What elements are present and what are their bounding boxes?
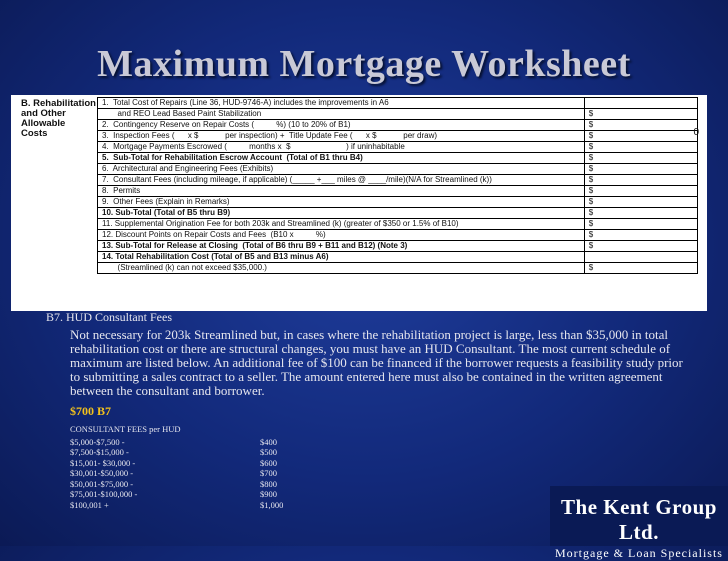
worksheet-row	[98, 197, 698, 208]
fee-range: $50,001-$75,000 -	[70, 478, 134, 489]
worksheet-row	[98, 131, 698, 142]
row-amount-field[interactable]: $	[585, 241, 698, 251]
row-amount-field[interactable]: $	[585, 153, 698, 163]
logo-line-1: The Kent Group Ltd.	[561, 495, 717, 544]
row-description: 2. Contingency Reserve on Repair Costs ( %) (10 to 20% of B1)	[98, 120, 585, 130]
row-amount-field[interactable]: $	[585, 230, 698, 240]
fee-amount: $600	[260, 457, 277, 468]
row-amount-field[interactable]: $	[585, 197, 698, 207]
fee-amount: $500	[260, 447, 277, 457]
row-description: 8. Permits	[98, 186, 585, 196]
row-description: 5. Sub-Total for Rehabilitation Escrow Account (Total of B1 thru B4)	[98, 153, 585, 163]
worksheet-row	[98, 208, 698, 219]
fee-amount: $800	[260, 478, 277, 489]
fee-range: $75,001-$100,000 -	[70, 489, 138, 499]
consultant-fee-table	[70, 424, 283, 510]
note-amount: $700 B7	[70, 404, 112, 418]
worksheet-row	[98, 120, 698, 131]
worksheet-row	[98, 186, 698, 197]
worksheet-row	[98, 164, 698, 175]
fee-row	[70, 468, 283, 479]
fee-row	[70, 479, 283, 490]
worksheet-rows	[97, 97, 698, 274]
fee-table-heading: CONSULTANT FEES per HUD	[70, 424, 181, 434]
row-amount-field[interactable]: $	[585, 131, 698, 141]
row-description: 6. Architectural and Engineering Fees (Exhibits)	[98, 164, 585, 174]
row-description: 12. Discount Points on Repair Costs and Fees (B10 x %)	[98, 230, 585, 240]
row-amount-field[interactable]: $	[585, 208, 698, 218]
row-description: and REO Lead Based Paint Stabilization	[98, 109, 585, 119]
note-paragraph: Not necessary for 203k Streamlined but, in cases where the rehabilitation project is large, less than $35,000 in total rehabilitation cost or there are structural changes, you must have an HUD Consultant. The most current schedule of maximum are listed below. An additional fee of $100 can be financed if the borrower requests a feasibility study prior to submitting a sales contract to a seller. The amount entered here must also be contained in the written agreement between the consultant and borrower.	[70, 327, 683, 398]
fee-amount: $700	[260, 468, 277, 478]
fee-range: $5,000-$7,500 -	[70, 436, 125, 447]
fee-amount: $900	[260, 489, 277, 499]
row-description: 13. Sub-Total for Release at Closing (Total of B6 thru B9 + B11 and B12) (Note 3)	[98, 241, 585, 251]
worksheet-row	[98, 252, 698, 263]
row-amount-field[interactable]	[585, 252, 698, 262]
section-label-line: and Other	[21, 108, 66, 119]
fee-row	[70, 489, 283, 500]
row-amount-field[interactable]: $	[585, 219, 698, 229]
fee-amount: $1,000	[260, 499, 284, 510]
row-description: (Streamlined (k) can not exceed $35,000.)	[98, 263, 585, 273]
row-amount-field[interactable]: $	[585, 175, 698, 185]
row-description: 7. Consultant Fees (including mileage, if applicable) (_____ +___ miles @ ____/mile)(N/A for Streamlined (k))	[98, 175, 585, 185]
row-amount-field[interactable]: $	[585, 164, 698, 174]
row-amount-field[interactable]	[585, 98, 698, 108]
fee-row	[70, 458, 283, 469]
company-logo	[550, 486, 728, 560]
right-value: 0	[693, 127, 699, 138]
worksheet-row	[98, 219, 698, 230]
row-description: 4. Mortgage Payments Escrowed ( months x $ ) if uninhabitable	[98, 142, 585, 152]
row-description: 9. Other Fees (Explain in Remarks)	[98, 197, 585, 207]
fee-row	[70, 437, 283, 448]
fee-row	[70, 500, 283, 511]
worksheet-row	[98, 175, 698, 186]
worksheet-row	[98, 153, 698, 164]
fee-range: $7,500-$15,000 -	[70, 447, 129, 457]
worksheet-row	[98, 241, 698, 252]
worksheet-row	[98, 109, 698, 120]
row-description: 14. Total Rehabilitation Cost (Total of B5 and B13 minus A6)	[98, 252, 585, 262]
row-amount-field[interactable]: $	[585, 109, 698, 119]
logo-line-2: Mortgage & Loan Specialists	[555, 546, 723, 560]
section-label-line: B. Rehabilitation	[21, 98, 96, 109]
worksheet-row	[98, 263, 698, 274]
worksheet-form	[11, 95, 707, 311]
fee-range: $100,001 +	[70, 499, 109, 510]
row-description: 1. Total Cost of Repairs (Line 36, HUD-9746-A) includes the improvements in A6	[98, 98, 585, 108]
fee-amount: $400	[260, 436, 277, 447]
section-label-line: Costs	[21, 128, 48, 139]
worksheet-row	[98, 98, 698, 109]
row-amount-field[interactable]: $	[585, 120, 698, 130]
row-amount-field[interactable]: $	[585, 263, 698, 273]
row-description: 11. Supplemental Origination Fee for both 203k and Streamlined (k) (greater of $350 or 1.5% of B10)	[98, 219, 585, 229]
fee-row	[70, 447, 283, 458]
worksheet-row	[98, 142, 698, 153]
section-label-line: Allowable	[21, 118, 66, 129]
page-title: Maximum Mortgage Worksheet	[97, 43, 631, 85]
fee-range: $30,001-$50,000 -	[70, 468, 134, 478]
section-label	[11, 99, 107, 139]
row-description: 10. Sub-Total (Total of B5 thru B9)	[98, 208, 585, 218]
consultant-note	[46, 310, 686, 419]
row-description: 3. Inspection Fees ( x $ per inspection) + Title Update Fee ( x $ per draw)	[98, 131, 585, 141]
row-amount-field[interactable]: $	[585, 186, 698, 196]
note-subhead: B7. HUD Consultant Fees	[46, 310, 172, 324]
fee-range: $15,001- $30,000 -	[70, 457, 136, 468]
worksheet-row	[98, 230, 698, 241]
row-amount-field[interactable]: $	[585, 142, 698, 152]
